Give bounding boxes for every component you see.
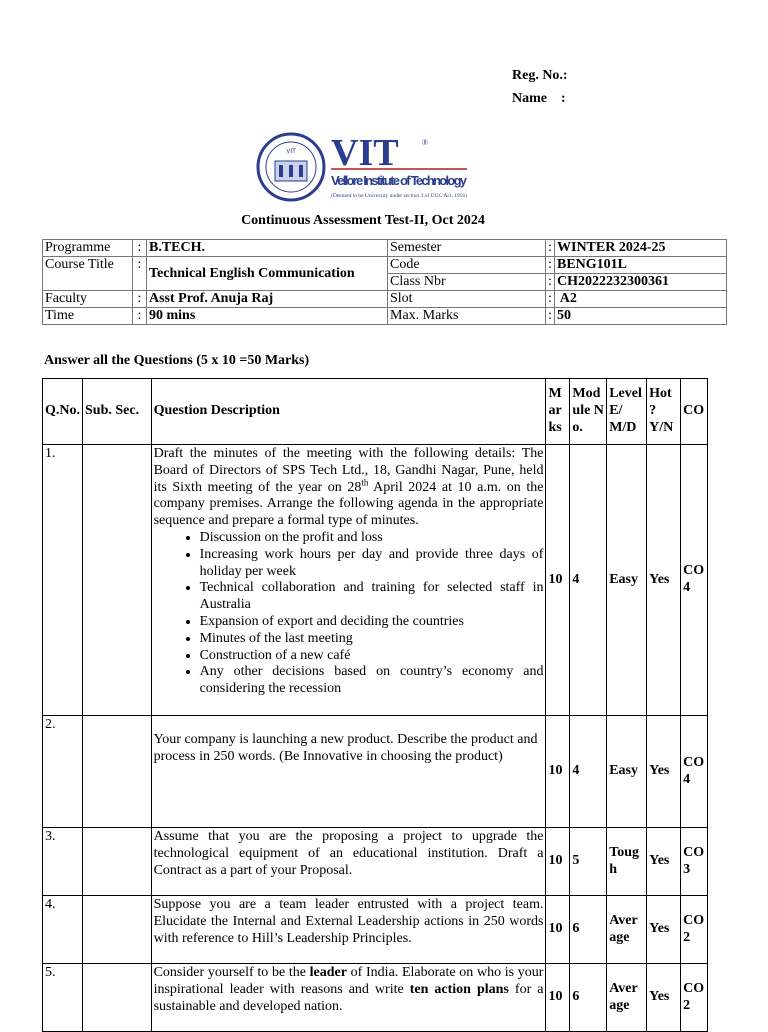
colon: : <box>133 257 147 291</box>
col-qno: Q.No. <box>43 379 83 445</box>
question-text: for a sustainable and developed nation. <box>153 981 544 1014</box>
question-number: 1. <box>43 445 83 716</box>
semester-value: WINTER 2024-25 <box>555 240 727 257</box>
class-nbr-label: Class Nbr <box>388 274 546 291</box>
question-number: 5. <box>43 964 83 1032</box>
table-row <box>43 716 708 828</box>
list-item: • Any other decisions based on country’s economy and considering the recession <box>200 664 544 698</box>
col-level: Level E/ M/D <box>607 379 647 445</box>
time-value: 90 mins <box>147 308 388 325</box>
time-label: Time <box>43 308 133 325</box>
marks: 10 <box>546 445 570 716</box>
sub-section <box>83 964 152 1032</box>
question-number: 3. <box>43 828 83 896</box>
col-marks: Marks <box>546 379 570 445</box>
table-header-row <box>43 379 708 445</box>
table-row <box>43 445 708 716</box>
col-hot: Hot ? Y/N <box>647 379 681 445</box>
level: Average <box>607 964 647 1032</box>
name-label: Name : <box>512 91 566 106</box>
course-outcome: CO4 <box>681 445 708 716</box>
level: Tough <box>607 828 647 896</box>
slot-value: A2 <box>555 291 727 308</box>
colon: : <box>546 291 555 308</box>
sub-section <box>83 896 152 964</box>
module-no: 4 <box>570 445 607 716</box>
colon: : <box>546 274 555 291</box>
question-description: Suppose you are a team leader entrusted with a project team. Elucidate the Internal and External Leadership actions in 250 words with reference to Hill’s Leadership Principles. <box>151 896 546 964</box>
list-item: • Increasing work hours per day and provide three days of holiday per week <box>200 547 544 581</box>
question-text: of India. Elaborate on who is your inspirational leader with reasons and write <box>153 965 544 997</box>
class-nbr-value: CH2022232300361 <box>555 274 727 291</box>
course-title-value: Technical English Communication <box>147 257 388 291</box>
module-no: 5 <box>570 828 607 896</box>
col-sub-sec: Sub. Sec. <box>83 379 152 445</box>
course-outcome: CO2 <box>681 896 708 964</box>
info-row-time <box>43 308 727 325</box>
colon: : <box>133 308 147 325</box>
col-co: CO <box>681 379 708 445</box>
question-text: Consider yourself to be the <box>153 965 310 980</box>
instructions: Answer all the Questions (5 x 10 =50 Marks) <box>44 353 310 368</box>
logo-brand: VIT <box>331 132 399 174</box>
question-text-bold: ten action plans <box>409 981 509 997</box>
hot: Yes <box>647 445 681 716</box>
slot-label: Slot <box>388 291 546 308</box>
semester-label: Semester <box>388 240 546 257</box>
table-row <box>43 964 708 1032</box>
logo-tagline: (Deemed to be University under section 3 of UGC Act, 1956) <box>331 193 467 199</box>
question-description <box>151 445 546 716</box>
colon: : <box>546 257 555 274</box>
max-marks-label: Max. Marks <box>388 308 546 325</box>
marks: 10 <box>546 896 570 964</box>
course-outcome: CO4 <box>681 716 708 828</box>
question-description: Your company is launching a new product. Describe the product and process in 250 words. (Be Innovative in choosing the product) <box>151 716 546 828</box>
question-description <box>151 964 546 1032</box>
course-info-table <box>42 239 727 325</box>
programme-label: Programme <box>43 240 133 257</box>
question-number: 4. <box>43 896 83 964</box>
colon: : <box>133 240 147 257</box>
programme-value: B.TECH. <box>147 240 388 257</box>
list-item: • Discussion on the profit and loss <box>200 530 544 547</box>
module-no: 6 <box>570 964 607 1032</box>
level: Easy <box>607 716 647 828</box>
list-item: • Technical collaboration and training for selected staff in Australia <box>200 580 544 614</box>
table-row <box>43 896 708 964</box>
module-no: 6 <box>570 896 607 964</box>
level: Average <box>607 896 647 964</box>
vit-logo <box>255 131 471 203</box>
info-row-programme <box>43 240 727 257</box>
question-number: 2. <box>43 716 83 828</box>
list-item: • Expansion of export and deciding the countries <box>200 614 544 631</box>
sub-section <box>83 716 152 828</box>
faculty-label: Faculty <box>43 291 133 308</box>
questions-table <box>42 378 708 1032</box>
hot: Yes <box>647 896 681 964</box>
question-text-bold: leader <box>309 965 347 980</box>
logo-full-name: Vellore Institute of Technology <box>331 173 467 188</box>
colon: : <box>546 240 555 257</box>
sub-section <box>83 445 152 716</box>
course-outcome: CO3 <box>681 828 708 896</box>
hot: Yes <box>647 716 681 828</box>
marks: 10 <box>546 964 570 1032</box>
info-row-course <box>43 257 727 274</box>
candidate-fields <box>512 64 568 110</box>
list-item: • Minutes of the last meeting <box>200 631 544 648</box>
level: Easy <box>607 445 647 716</box>
colon: : <box>133 291 147 308</box>
table-row <box>43 828 708 896</box>
hot: Yes <box>647 828 681 896</box>
code-label: Code <box>388 257 546 274</box>
question-text: Draft the minutes of the meeting with the following details: The Board of Directors of SPS Tech Ltd., 18, Gandhi Nagar, Pune, held its Sixth meeting of the year on 28 <box>153 446 544 495</box>
marks: 10 <box>546 828 570 896</box>
vit-seal-icon <box>258 134 324 200</box>
reg-no-label: Reg. No.: <box>512 68 568 83</box>
colon: : <box>546 308 555 325</box>
col-module: Module No. <box>570 379 607 445</box>
question-description: Assume that you are the proposing a project to upgrade the technological equipment of an educational institution. Draft a Contract as a part of your Proposal. <box>151 828 546 896</box>
seal-text: VIT <box>286 148 296 155</box>
question-text: April 2024 at 10 a.m. on the company premises. Arrange the following agenda in the appropriate sequence and prepare a formal type of minutes. <box>153 479 544 529</box>
faculty-value: Asst Prof. Anuja Raj <box>147 291 388 308</box>
code-value: BENG101L <box>555 257 727 274</box>
superscript: th <box>361 476 369 487</box>
course-title-label: Course Title <box>43 257 133 291</box>
list-item: • Construction of a new café <box>200 648 544 665</box>
logo-registered: ® <box>422 138 429 147</box>
test-title: Continuous Assessment Test-II, Oct 2024 <box>241 213 485 228</box>
sub-section <box>83 828 152 896</box>
agenda-list <box>154 530 544 698</box>
max-marks-value: 50 <box>555 308 727 325</box>
info-row-faculty <box>43 291 727 308</box>
module-no: 4 <box>570 716 607 828</box>
course-outcome: CO2 <box>681 964 708 1032</box>
hot: Yes <box>647 964 681 1032</box>
col-question-description: Question Description <box>151 379 546 445</box>
marks: 10 <box>546 716 570 828</box>
